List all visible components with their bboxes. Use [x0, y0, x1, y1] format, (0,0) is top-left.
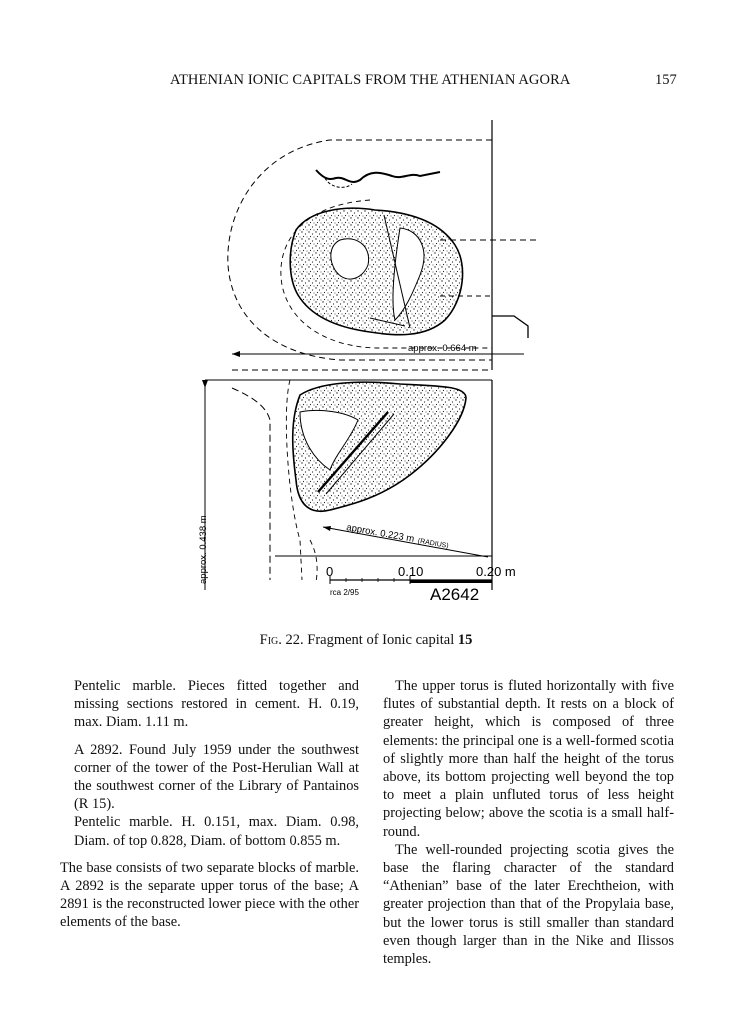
- left-column: [60, 677, 359, 932]
- right-column: [383, 677, 674, 968]
- height-label: approx. 0.438 m: [198, 515, 209, 584]
- inventory-number: A2642: [430, 585, 480, 604]
- radius-label: approx. 0.223 m (RADIUS): [345, 522, 450, 550]
- left-paragraph-1: Pentelic marble. Pieces fitted together and missing sections restored in cement. H. 0.19, max. Diam. 1.11 m.: [74, 678, 359, 731]
- drafter-initials: rca 2/95: [330, 588, 359, 597]
- running-head: ATHENIAN IONIC CAPITALS FROM THE ATHENIAN AGORA: [170, 72, 571, 88]
- scale-010: 0.10: [398, 564, 424, 579]
- left-paragraph-4: The base consists of two separate blocks of marble. A 2892 is the separate upper torus of the base; A 2891 is the reconstructed lower piece with the other elements of the base.: [60, 859, 359, 931]
- scale-020: 0.20 m: [476, 564, 516, 579]
- page-number: 157: [655, 72, 677, 88]
- top-profile: [316, 170, 440, 182]
- caption-number: 15: [457, 632, 473, 648]
- right-paragraph-2: The well-rounded projecting scotia gives the base the flaring character of the standard “Athenian” base of the later Erechtheion, with greater projection than that of the Propylaia base, but the lower torus is still smaller than standard even though larger than in the Nike and Ilissos temples.: [383, 841, 674, 968]
- caption-text: Fragment of Ionic capital: [307, 632, 455, 648]
- left-paragraph-3: Pentelic marble. H. 0.151, max. Diam. 0.98, Diam. of top 0.828, Diam. of bottom 0.855 m.: [74, 814, 359, 849]
- figure-caption: [0, 632, 732, 649]
- right-paragraph-1: The upper torus is fluted horizontally with five flutes of substantial depth. It rests on a block of greater height, which is composed of three elements: the principal one is a well-formed scotia of slightly more than half the height of the torus above, its bottom projecting well beyond the top to meet a plain unfluted torus of less height projecting below; above the scotia is a small half-round.: [383, 678, 674, 840]
- diameter-label: approx. 0.664 m: [408, 343, 477, 354]
- caption-prefix: Fig. 22.: [259, 632, 304, 648]
- section-profile: [232, 388, 270, 580]
- left-paragraph-2: A 2892. Found July 1959 under the southwest corner of the tower of the Post-Herulian Wall at the southwest corner of the Library of Pantainos (R 15).: [74, 741, 359, 813]
- scale-0: 0: [326, 564, 334, 579]
- plan-fragment: [290, 208, 462, 335]
